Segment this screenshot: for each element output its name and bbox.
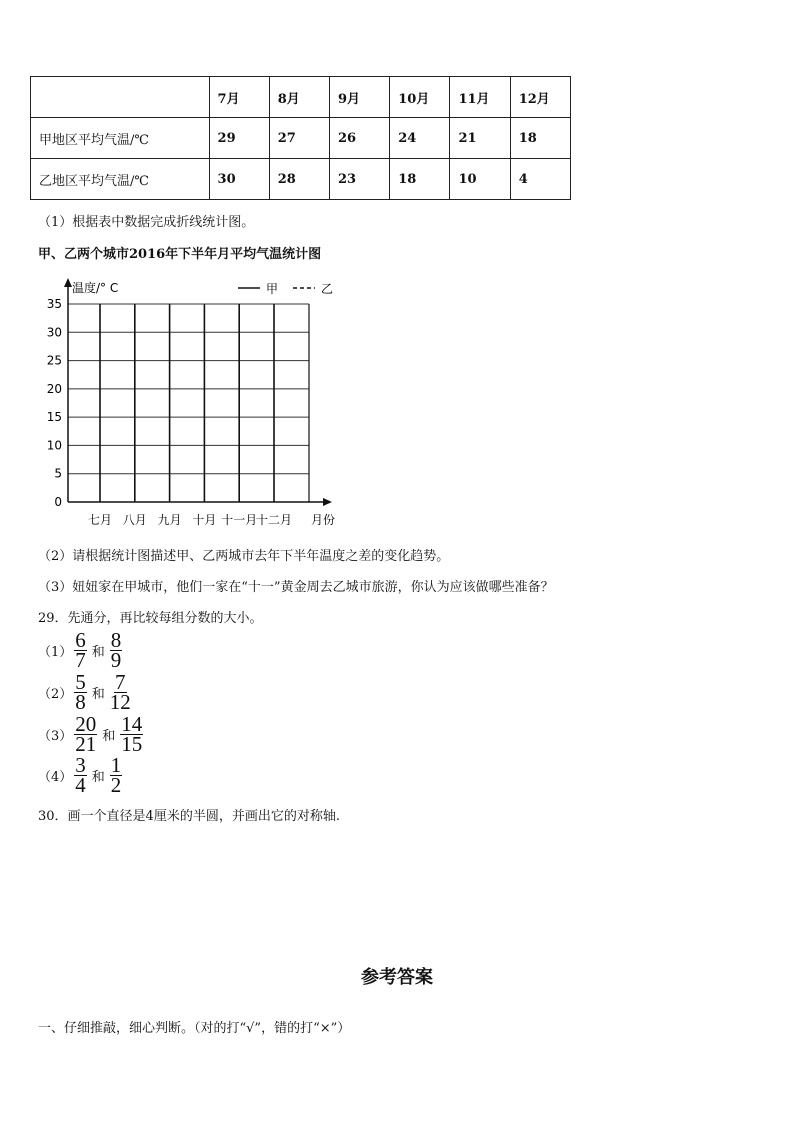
- x-axis-arrow: [323, 498, 332, 506]
- chart-categories: [88, 512, 292, 527]
- y-axis-arrow: [64, 278, 72, 287]
- fraction-b: [109, 670, 131, 714]
- x-tick-label: 七月: [87, 513, 113, 527]
- table-header-row: [31, 77, 571, 118]
- question-3: （3）妞妞家在甲城市，他们一家在“十一”黄金周去乙城市旅游，你认为应该做哪些准备？: [38, 580, 554, 595]
- numerator: 5: [75, 670, 86, 694]
- fraction-a: [74, 670, 87, 714]
- fraction-a: [74, 628, 87, 672]
- numerator: 20: [75, 712, 97, 736]
- fraction-item: [38, 628, 124, 672]
- chart-axes: [64, 278, 332, 506]
- section-1-heading: 一、仔细推敲，细心判断。（对的打“√”，错的打“×”）: [38, 1021, 351, 1036]
- table-header-cell: 7月: [209, 77, 269, 118]
- table-cell: 23: [330, 159, 390, 200]
- table-cell: 4: [510, 159, 570, 200]
- fraction-a: [74, 712, 97, 756]
- y-tick-label: 25: [46, 353, 62, 368]
- table-cell: 30: [209, 159, 269, 200]
- table-cell: 26: [330, 118, 390, 159]
- y-tick-label: 35: [46, 297, 62, 311]
- numerator: 6: [75, 628, 86, 652]
- table-header-cell: 10月: [390, 77, 450, 118]
- row-label-jia: 甲地区平均气温/℃: [31, 118, 210, 159]
- y-tick-label: 15: [46, 410, 62, 425]
- x-axis-label: 月份: [311, 513, 336, 527]
- table-cell: 24: [390, 118, 450, 159]
- item-label: （2）: [38, 687, 73, 702]
- question-29-title: 29．先通分，再比较每组分数的大小。: [38, 611, 263, 626]
- fraction-a: [74, 753, 87, 797]
- y-tick-label: 10: [46, 438, 62, 453]
- temperature-table: [30, 76, 571, 200]
- denominator: 15: [121, 732, 143, 756]
- denominator: 9: [110, 648, 122, 672]
- numerator: 1: [110, 753, 122, 777]
- table-header-cell: 11月: [450, 77, 510, 118]
- connector: 和: [91, 770, 105, 785]
- chart-legend: [238, 282, 333, 296]
- y-axis-label: 温度/° C: [72, 281, 119, 295]
- fraction-item: [38, 712, 145, 756]
- table-cell: 28: [269, 159, 329, 200]
- y-tick-label: 5: [54, 466, 62, 481]
- numerator: 7: [115, 670, 126, 694]
- table-header-cell: 9月: [330, 77, 390, 118]
- numerator: 8: [110, 628, 122, 652]
- answer-title: 参考答案: [361, 967, 433, 988]
- question-30: 30．画一个直径是4厘米的半圆，并画出它的对称轴.: [38, 809, 340, 824]
- table-header-cell: 8月: [269, 77, 329, 118]
- legend-label-jia: 甲: [266, 282, 279, 296]
- chart-title: 甲、乙两个城市2016年下半年月平均气温统计图: [38, 247, 322, 262]
- numerator: 3: [75, 753, 86, 777]
- denominator: 8: [75, 690, 86, 714]
- x-tick-label: 八月: [122, 513, 147, 527]
- table-cell: 21: [450, 118, 510, 159]
- x-tick-label: 十二月: [255, 513, 293, 527]
- table-corner-cell: [31, 77, 210, 118]
- chart-ticks: [47, 297, 62, 509]
- numerator: 14: [121, 712, 143, 736]
- legend-label-yi: 乙: [321, 282, 334, 296]
- denominator: 21: [75, 732, 97, 756]
- table-cell: 27: [269, 118, 329, 159]
- denominator: 2: [110, 773, 122, 797]
- row-label-yi: 乙地区平均气温/℃: [31, 159, 210, 200]
- denominator: 4: [75, 773, 86, 797]
- table-row: [31, 118, 571, 159]
- x-tick-label: 十月: [192, 513, 217, 527]
- table-cell: 18: [390, 159, 450, 200]
- denominator: 12: [109, 690, 131, 714]
- denominator: 7: [75, 648, 86, 672]
- connector: 和: [102, 729, 116, 744]
- y-tick-label: 30: [46, 325, 62, 340]
- table-cell: 29: [209, 118, 269, 159]
- item-label: （3）: [38, 729, 73, 744]
- table-cell: 18: [510, 118, 570, 159]
- fraction-b: [110, 628, 123, 672]
- y-tick-label: 0: [54, 495, 62, 509]
- x-tick-label: 九月: [157, 513, 182, 527]
- fraction-b: [110, 753, 123, 797]
- connector: 和: [91, 687, 105, 702]
- x-tick-label: 十一月: [221, 513, 258, 527]
- line-chart: [30, 270, 350, 530]
- question-1: （1）根据表中数据完成折线统计图。: [38, 215, 255, 230]
- table-cell: 10: [450, 159, 510, 200]
- item-label: （1）: [38, 645, 73, 660]
- fraction-item: [38, 670, 133, 714]
- connector: 和: [91, 645, 105, 660]
- table-header-cell: 12月: [510, 77, 570, 118]
- fraction-item: [38, 753, 124, 797]
- fraction-b: [120, 712, 143, 756]
- item-label: （4）: [38, 770, 73, 785]
- question-2: （2）请根据统计图描述甲、乙两城市去年下半年温度之差的变化趋势。: [38, 549, 450, 564]
- chart-grid: [68, 304, 309, 502]
- table-row: [31, 159, 571, 200]
- y-tick-label: 20: [46, 381, 62, 396]
